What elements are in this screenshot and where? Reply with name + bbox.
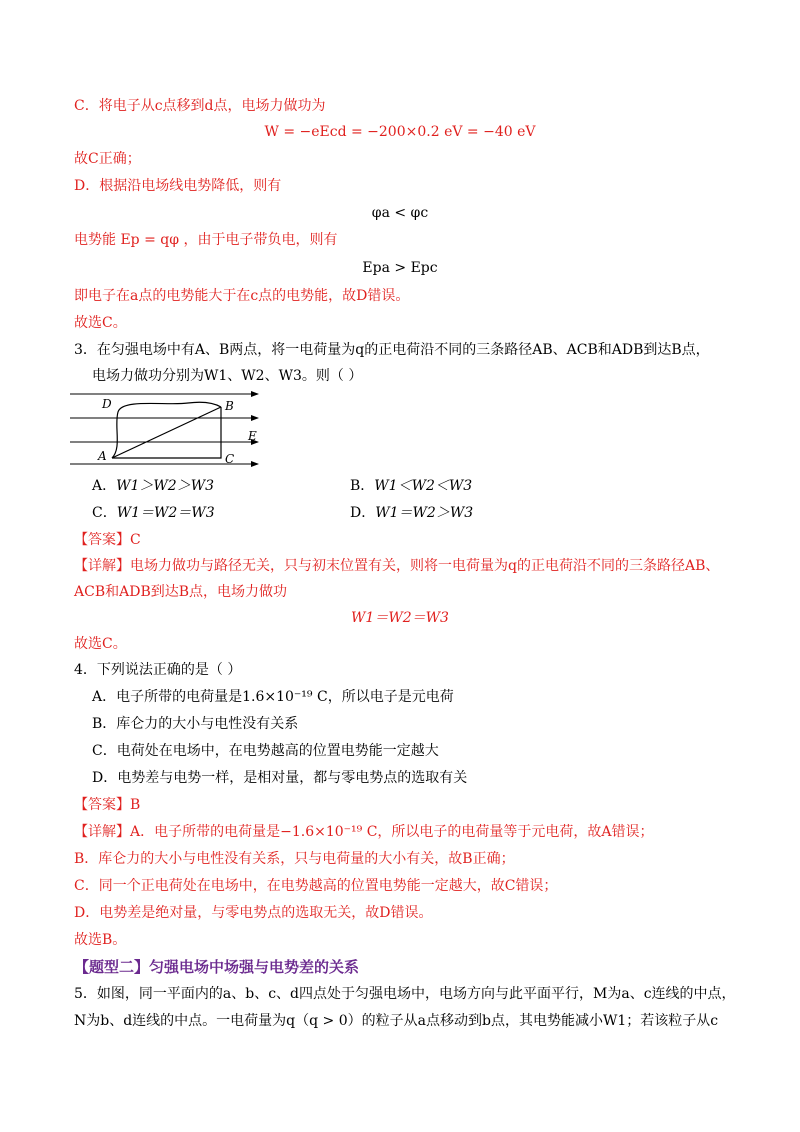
explanation-4: 【详解】A．电子所带的电荷量是−1.6×10⁻¹⁹ C，所以电子的电荷量等于元电荷，故A错误； [74, 824, 654, 840]
label-a: A [98, 449, 107, 463]
explanation-4: C．同一个正电荷处在电场中，在电势越高的位置电势能一定越大，故C错误； [74, 878, 558, 894]
explanation-3: ACB和ADB到达B点，电场力做功 [74, 584, 288, 600]
label-d: D [102, 397, 112, 411]
question-5-text: 5．如图，同一平面内的a、b、c、d四点处于匀强电场中，电场方向与此平面平行，M为a、c连线的中点， [74, 986, 736, 1002]
explanation-line: 即电子在a点的电势能大于在c点的电势能，故D错误。 [74, 288, 410, 304]
label-b: B [225, 399, 234, 413]
question-4-option-d: D．电势差与电势一样，是相对量，都与零电势点的选取有关 [92, 770, 468, 786]
answer-3: 【答案】C [74, 532, 141, 548]
formula-work: W = −eEcd = −200×0.2 eV = −40 eV [264, 124, 536, 140]
option-d: D．W1＝W2＞W3 [350, 505, 474, 521]
question-4-option-b: B．库仑力的大小与电性没有关系 [92, 716, 299, 732]
label-e: E [248, 429, 257, 443]
field-diagram [68, 390, 268, 470]
explanation-line: D．根据沿电场线电势降低，则有 [74, 178, 282, 194]
conclusion-4: 故选B。 [74, 932, 127, 948]
question-3-text: 3．在匀强电场中有A、B两点，将一电荷量为q的正电荷沿不同的三条路径AB、ACB和ADB到达B点， [74, 342, 710, 358]
section-heading: 【题型二】匀强电场中场强与电势差的关系 [74, 958, 360, 976]
explanation-3: 【详解】电场力做功与路径无关，只与初末位置有关，则将一电荷量为q的正电荷沿不同的三条路径AB、 [74, 558, 720, 574]
explanation-line: 电势能 Ep = qφ ，由于电子带负电，则有 [74, 232, 338, 248]
option-b: B．W1＜W2＜W3 [350, 478, 473, 494]
option-a: A．W1＞W2＞W3 [92, 478, 215, 494]
path-ab [112, 407, 221, 458]
question-3-text: 电场力做功分别为W1、W2、W3。则（ ） [92, 368, 363, 384]
question-5-text: N为b、d连线的中点。一电荷量为q（q > 0）的粒子从a点移动到b点，其电势能减小W1；若该粒子从c [74, 1013, 719, 1029]
explanation-line: 故C正确； [74, 151, 141, 167]
path-adb [112, 402, 221, 458]
conclusion-line: 故选C。 [74, 315, 127, 331]
question-4-text: 4．下列说法正确的是（ ） [74, 662, 242, 678]
explanation-line: C．将电子从c点移到d点，电场力做功为 [74, 98, 326, 114]
question-4-option-c: C．电荷处在电场中，在电势越高的位置电势能一定越大 [92, 743, 439, 759]
formula-energy: Epa > Epc [362, 260, 438, 276]
explanation-4: D．电势差是绝对量，与零电势点的选取无关，故D错误。 [74, 905, 433, 921]
option-c: C．W1＝W2＝W3 [92, 505, 215, 521]
question-4-option-a: A．电子所带的电荷量是1.6×10⁻¹⁹ C，所以电子是元电荷 [92, 689, 454, 705]
explanation-4: B．库仑力的大小与电性没有关系，只与电荷量的大小有关，故B正确； [74, 851, 515, 867]
formula-potential: φa < φc [371, 205, 429, 221]
label-c: C [225, 452, 235, 466]
conclusion-3: 故选C。 [74, 636, 127, 652]
answer-4: 【答案】B [74, 797, 141, 813]
formula-w: W1＝W2＝W3 [351, 610, 449, 626]
